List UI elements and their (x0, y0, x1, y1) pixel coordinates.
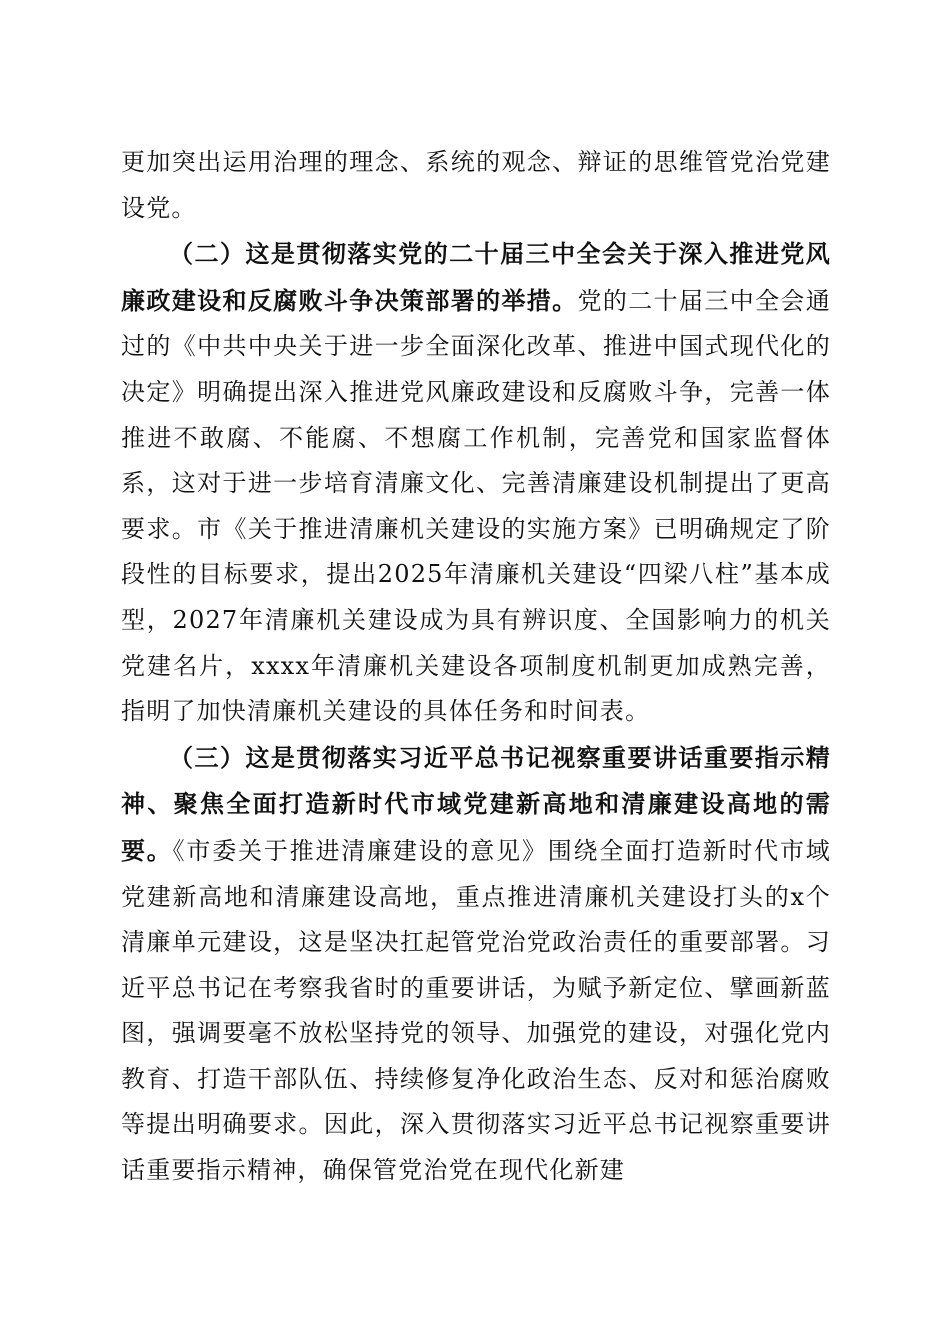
section-three-body-text: 《市委关于推进清廉建设的意见》围绕全面打造新时代市域党建新高地和清廉建设高地，重点推进清廉机关建设打头的x个清廉单元建设，这是坚决扛起管党治党政治责任的重要部署。习近平总书记在考察我省时的重要讲话，为赋予新定位、擘画新蓝图，强调要毫不放松坚持党的领导、加强党的建设，对强化党内教育、打造干部队伍、持续修复净化政治生态、反对和惩治腐败等提出明确要求。因此，深入贯彻落实习近平总书记视察重要讲话重要指示精神，确保管党治党在现代化新建 (121, 836, 831, 1185)
paragraph-section-three (121, 735, 831, 1194)
paragraph-continuation (121, 140, 831, 231)
paragraph-body-text: 更加突出运用治理的理念、系统的观念、辩证的思维管党治党建设党。 (121, 148, 831, 222)
document-body (121, 140, 831, 1194)
paragraph-section-two (121, 231, 831, 735)
section-two-body-text: 党的二十届三中全会通过的《中共中央关于进一步全面深化改革、推进中国式现代化的决定》明确提出深入推进党风廉政建设和反腐败斗争，完善一体推进不敢腐、不能腐、不想腐工作机制，完善党和国家监督体系，这对于进一步培育清廉文化、完善清廉建设机制提出了更高要求。市《关于推进清廉机关建设的实施方案》已明确规定了阶段性的目标要求，提出2025年清廉机关建设“四梁八柱”基本成型，2027年清廉机关建设成为具有辨识度、全国影响力的机关党建名片，xxxx年清廉机关建设各项制度机制更加成熟完善，指明了加快清廉机关建设的具体任务和时间表。 (121, 286, 831, 726)
section-two-heading: （二）这是贯彻落实党的二十届三中全会关于深入推进党风廉政建设和反腐败斗争决策部署的举措。 (121, 239, 831, 315)
section-three-heading: （三）这是贯彻落实习近平总书记视察重要讲话重要指示精神、聚焦全面打造新时代市域党建新高地和清廉建设高地的需要。 (121, 742, 831, 865)
